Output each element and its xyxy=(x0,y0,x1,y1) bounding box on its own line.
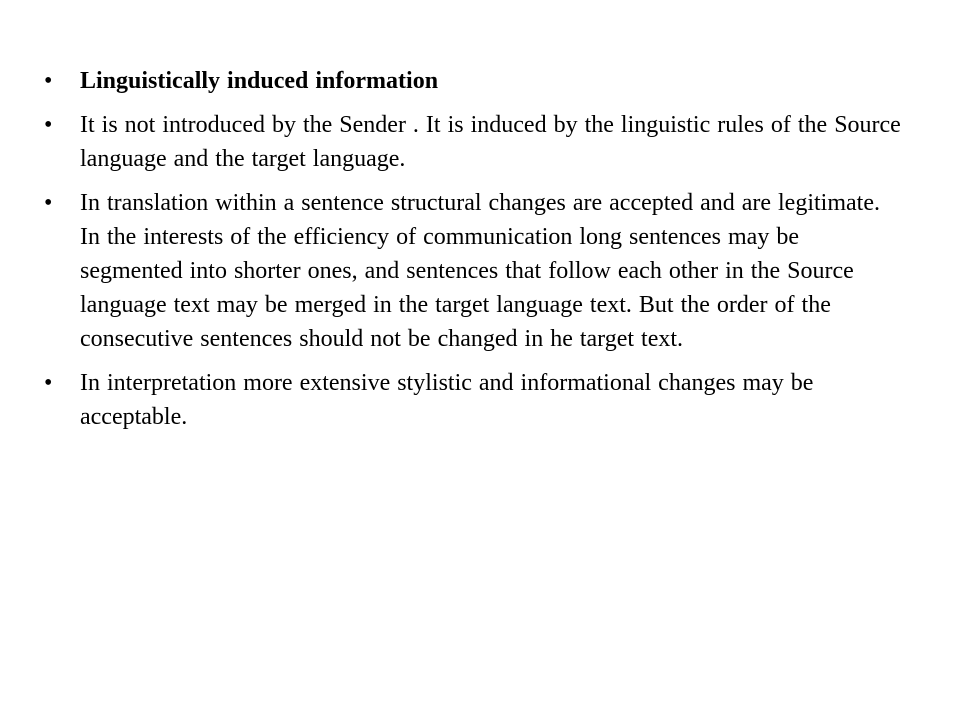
bullet-dot-icon: • xyxy=(44,190,53,216)
bullet-text: It is not introduced by the Sender . It is induced by the linguistic rules of the Source language and the target language. xyxy=(80,112,901,172)
bullet-item-induced-info xyxy=(44,108,904,176)
bullet-text: In interpretation more extensive stylistic and informational changes may be acceptable. xyxy=(80,370,814,430)
bullet-text: Linguistically induced information xyxy=(80,68,439,94)
bullet-item-heading xyxy=(44,64,904,98)
bullet-list xyxy=(44,64,904,444)
bullet-text: In translation within a sentence structural changes are accepted and are legitimate. In the interests of the efficiency of communication long sentences may be segmented into shorter ones, and sentences that follow each other in the Source language text may be merged in the target language text. But the order of the consecutive sentences should not be changed in he target text. xyxy=(80,190,880,352)
bullet-dot-icon: • xyxy=(44,68,53,94)
bullet-dot-icon: • xyxy=(44,112,53,138)
bullet-item-interpretation xyxy=(44,366,904,434)
bullet-item-translation xyxy=(44,186,904,356)
bullet-dot-icon: • xyxy=(44,370,53,396)
